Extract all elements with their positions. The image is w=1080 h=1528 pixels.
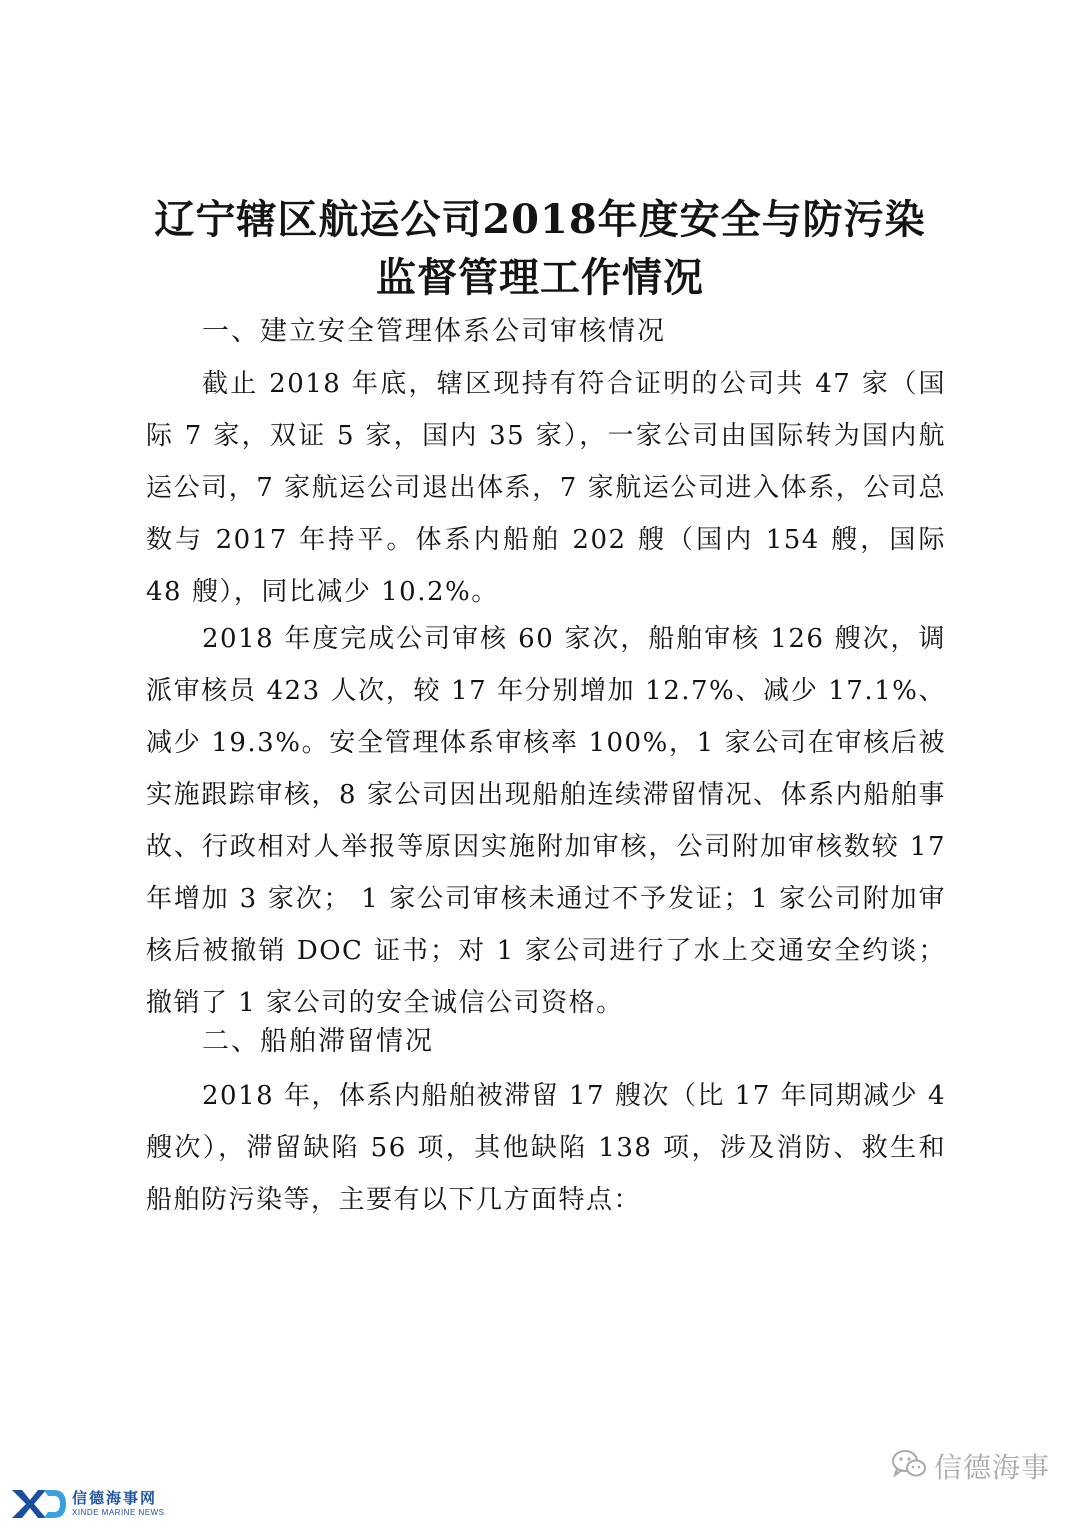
wechat-watermark: [892, 1446, 1050, 1486]
section1-paragraph-2: 2018 年度完成公司审核 60 家次，船舶审核 126 艘次，调派审核员 423 人次，较 17 年分别增加 12.7%、减少 17.1%、减少 19.3%。安全管理体系审核率 100%，1 家公司在审核后被实施跟踪审核，8 家公司因出现船舶连续滞留情况、体系内船舶事故、行政相对人举报等原因实施附加审核，公司附加审核数较 17 年增加 3 家次； 1 家公司审核未通过不予发证；1 家公司附加审核后被撤销 DOC 证书；对 1 家公司进行了水上交通安全约谈；撤销了 1 家公司的安全诚信公司资格。: [146, 624, 946, 1018]
wechat-icon: [892, 1449, 926, 1483]
xd-logo-icon: [10, 1486, 66, 1522]
section1-heading: 一、建立安全管理体系公司审核情况: [202, 316, 666, 347]
logo-english-text: XINDE MARINE NEWS: [72, 1508, 165, 1517]
site-logo: [10, 1484, 165, 1524]
watermark-text: 信德海事: [933, 1451, 1050, 1484]
document-title-line1: 辽宁辖区航运公司2018年度安全与防污染: [154, 196, 926, 243]
section1-paragraph-1: 截止 2018 年底，辖区现持有符合证明的公司共 47 家（国际 7 家，双证 5 家，国内 35 家），一家公司由国际转为国内航运公司，7 家航运公司退出体系，7 家航运公司进入体系，公司总数与 2017 年持平。体系内船舶 202 艘（国内 154 艘，国际 48 艘），同比减少 10.2%。: [146, 369, 946, 607]
logo-chinese-text: 信德海事网: [72, 1489, 158, 1507]
document-title-line2: 监督管理工作情况: [376, 254, 704, 301]
section2-paragraph-1: 2018 年，体系内船舶被滞留 17 艘次（比 17 年同期减少 4 艘次），滞留缺陷 56 项，其他缺陷 138 项，涉及消防、救生和船舶防污染等，主要有以下几方面特点：: [146, 1081, 946, 1215]
section2-heading: 二、船舶滞留情况: [202, 1026, 434, 1057]
